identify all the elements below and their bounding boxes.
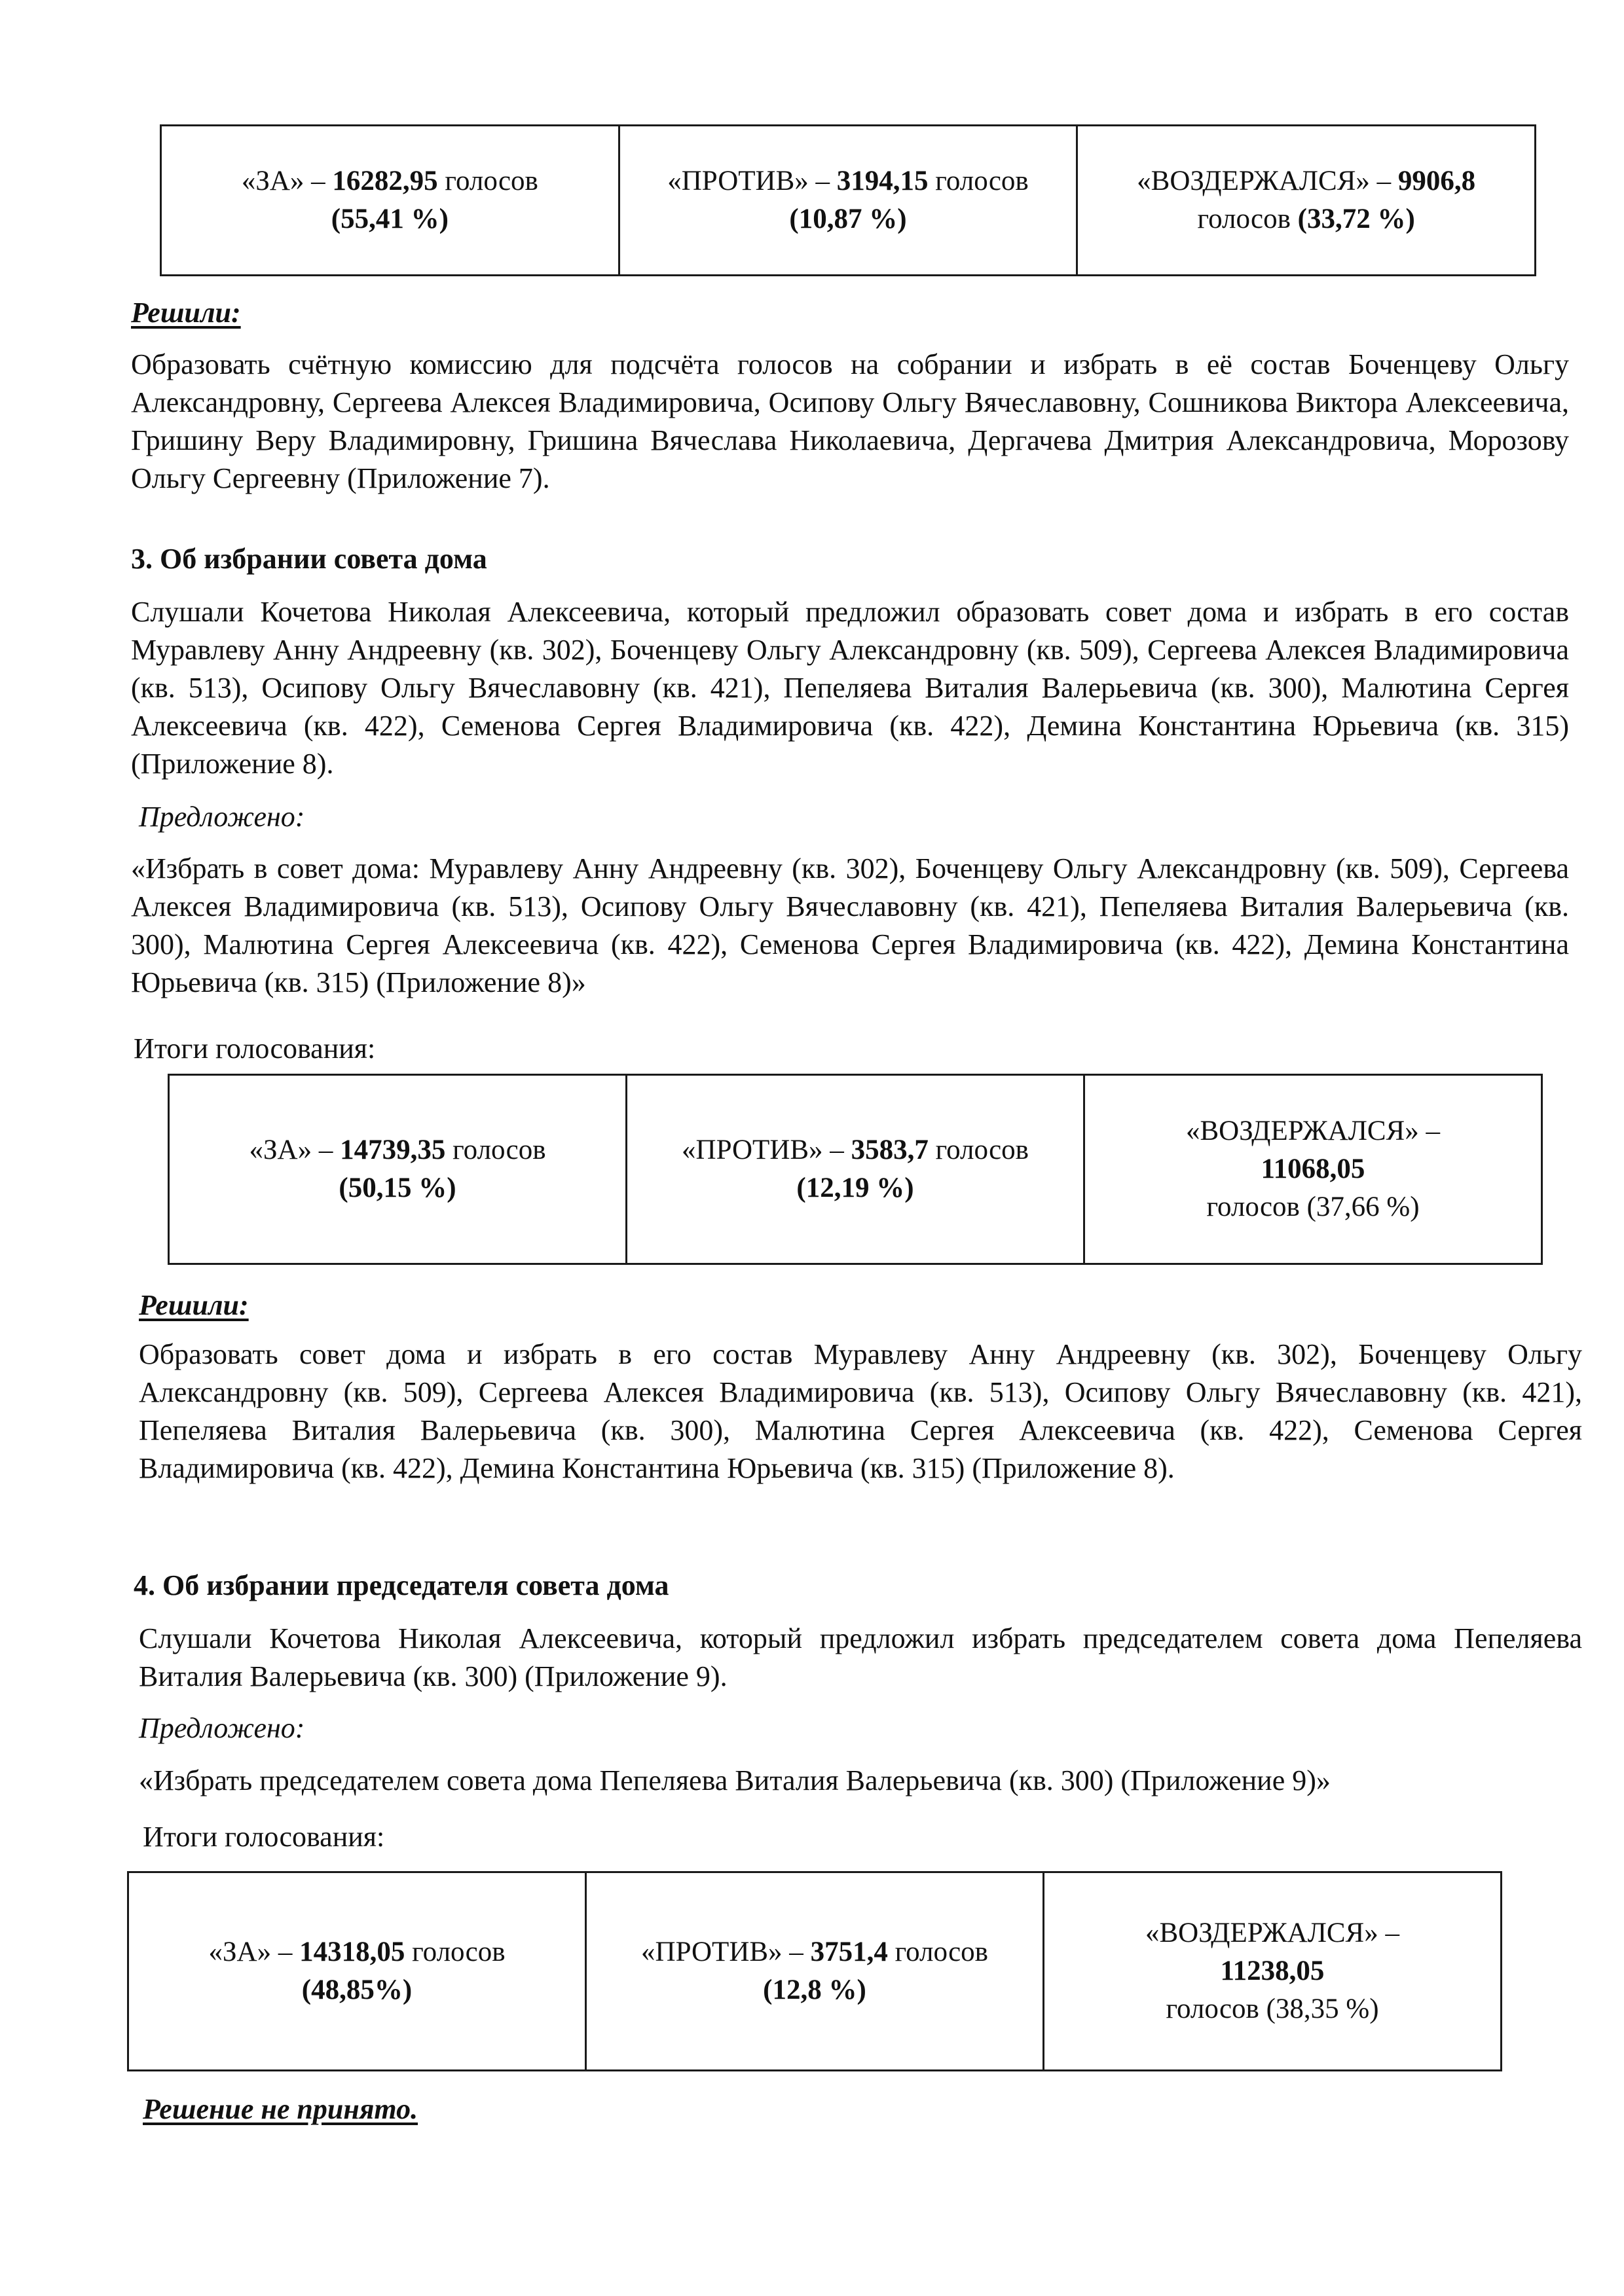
vote-against-cell: «ПРОТИВ» – 3751,4 голосов (12,8 %) [586, 1872, 1044, 2071]
decision-text: Образовать счётную комиссию для подсчёта голосов на собрании и избрать в её состав Боченцеву Ольгу Александровну, Сергеева Алексея Владимировича, Осипову Ольгу Вячеславовну, Сошникова Виктора Алексеевича, Гришину Веру Владимировну, Гришина Вячеслава Николаевича, Дергачева Дмитрия Александровича, Морозову Ольгу Сергеевну (Приложение 7). [131, 348, 1569, 494]
vote-for-cell: «ЗА» – 14318,05 голосов (48,85%) [128, 1872, 586, 2071]
proposed-text: «Избрать в совет дома: Муравлеву Анну Андреевну (кв. 302), Боченцеву Ольгу Александровну (кв. 509), Сергеева Алексея Владимировича (кв. 513), Осипову Ольгу Вячеславовну (кв. 421), Пепеляева Виталия Валерьевича (кв. 300), Малютина Сергея Алексеевича (кв. 422), Семенова Сергея Владимировича (кв. 422), Демина Константина Юрьевича (кв. 315) (Приложение 8)» [131, 852, 1569, 998]
section-heading: 3. Об избрании совета дома [131, 543, 487, 575]
proposed-text: «Избрать председателем совета дома Пепеляева Виталия Валерьевича (кв. 300) (Приложение 9)» [139, 1764, 1331, 1796]
vote-against-cell: «ПРОТИВ» – 3583,7 голосов (12,19 %) [627, 1075, 1084, 1264]
vote-against-cell: «ПРОТИВ» – 3194,15 голосов (10,87 %) [619, 126, 1077, 276]
heard-text: Слушали Кочетова Николая Алексеевича, который предложил избрать председателем совета дома Пепеляева Виталия Валерьевича (кв. 300) (Приложение 9). [139, 1622, 1582, 1692]
vote-abstain-cell: «ВОЗДЕРЖАЛСЯ» – 11068,05 голосов (37,66 %) [1084, 1075, 1542, 1264]
proposed-label: Предложено: [139, 1712, 305, 1744]
heard-text: Слушали Кочетова Николая Алексеевича, который предложил образовать совет дома и избрать в его состав Муравлеву Анну Андреевну (кв. 302), Боченцеву Ольгу Александровну (кв. 509), Сергеева Алексея Владимировича (кв. 513), Осипову Ольгу Вячеславовну (кв. 421), Пепеляева Виталия Валерьевича (кв. 300), Малютина Сергея Алексеевича (кв. 422), Семенова Сергея Владимировича (кв. 422), Демина Константина Юрьевича (кв. 315) (Приложение 8). [131, 596, 1569, 780]
results-label: Итоги голосования: [143, 1821, 385, 1853]
decision-label: Решили: [131, 297, 241, 329]
vote-abstain-cell: «ВОЗДЕРЖАЛСЯ» – 9906,8 голосов (33,72 %) [1077, 126, 1536, 276]
section-heading: 4. Об избрании председателя совета дома [134, 1569, 669, 1601]
vote-results-table-1 [160, 124, 1536, 276]
vote-abstain-cell: «ВОЗДЕРЖАЛСЯ» – 11238,05 голосов (38,35 %) [1044, 1872, 1502, 2071]
vote-results-table-3 [127, 1871, 1502, 2071]
proposed-label: Предложено: [139, 801, 305, 833]
decision-label: Решение не принято. [143, 2093, 418, 2125]
vote-results-table-2 [168, 1074, 1543, 1265]
vote-for-cell: «ЗА» – 14739,35 голосов (50,15 %) [169, 1075, 627, 1264]
vote-for-cell: «ЗА» – 16282,95 голосов (55,41 %) [161, 126, 619, 276]
results-label: Итоги голосования: [134, 1032, 376, 1065]
decision-text: Образовать совет дома и избрать в его состав Муравлеву Анну Андреевну (кв. 302), Боченцеву Ольгу Александровну (кв. 509), Сергеева Алексея Владимировича (кв. 513), Осипову Ольгу Вячеславовну (кв. 421), Пепеляева Виталия Валерьевича (кв. 300), Малютина Сергея Алексеевича (кв. 422), Семенова Сергея Владимировича (кв. 422), Демина Константина Юрьевича (кв. 315) (Приложение 8). [139, 1338, 1582, 1484]
decision-label: Решили: [139, 1289, 249, 1321]
